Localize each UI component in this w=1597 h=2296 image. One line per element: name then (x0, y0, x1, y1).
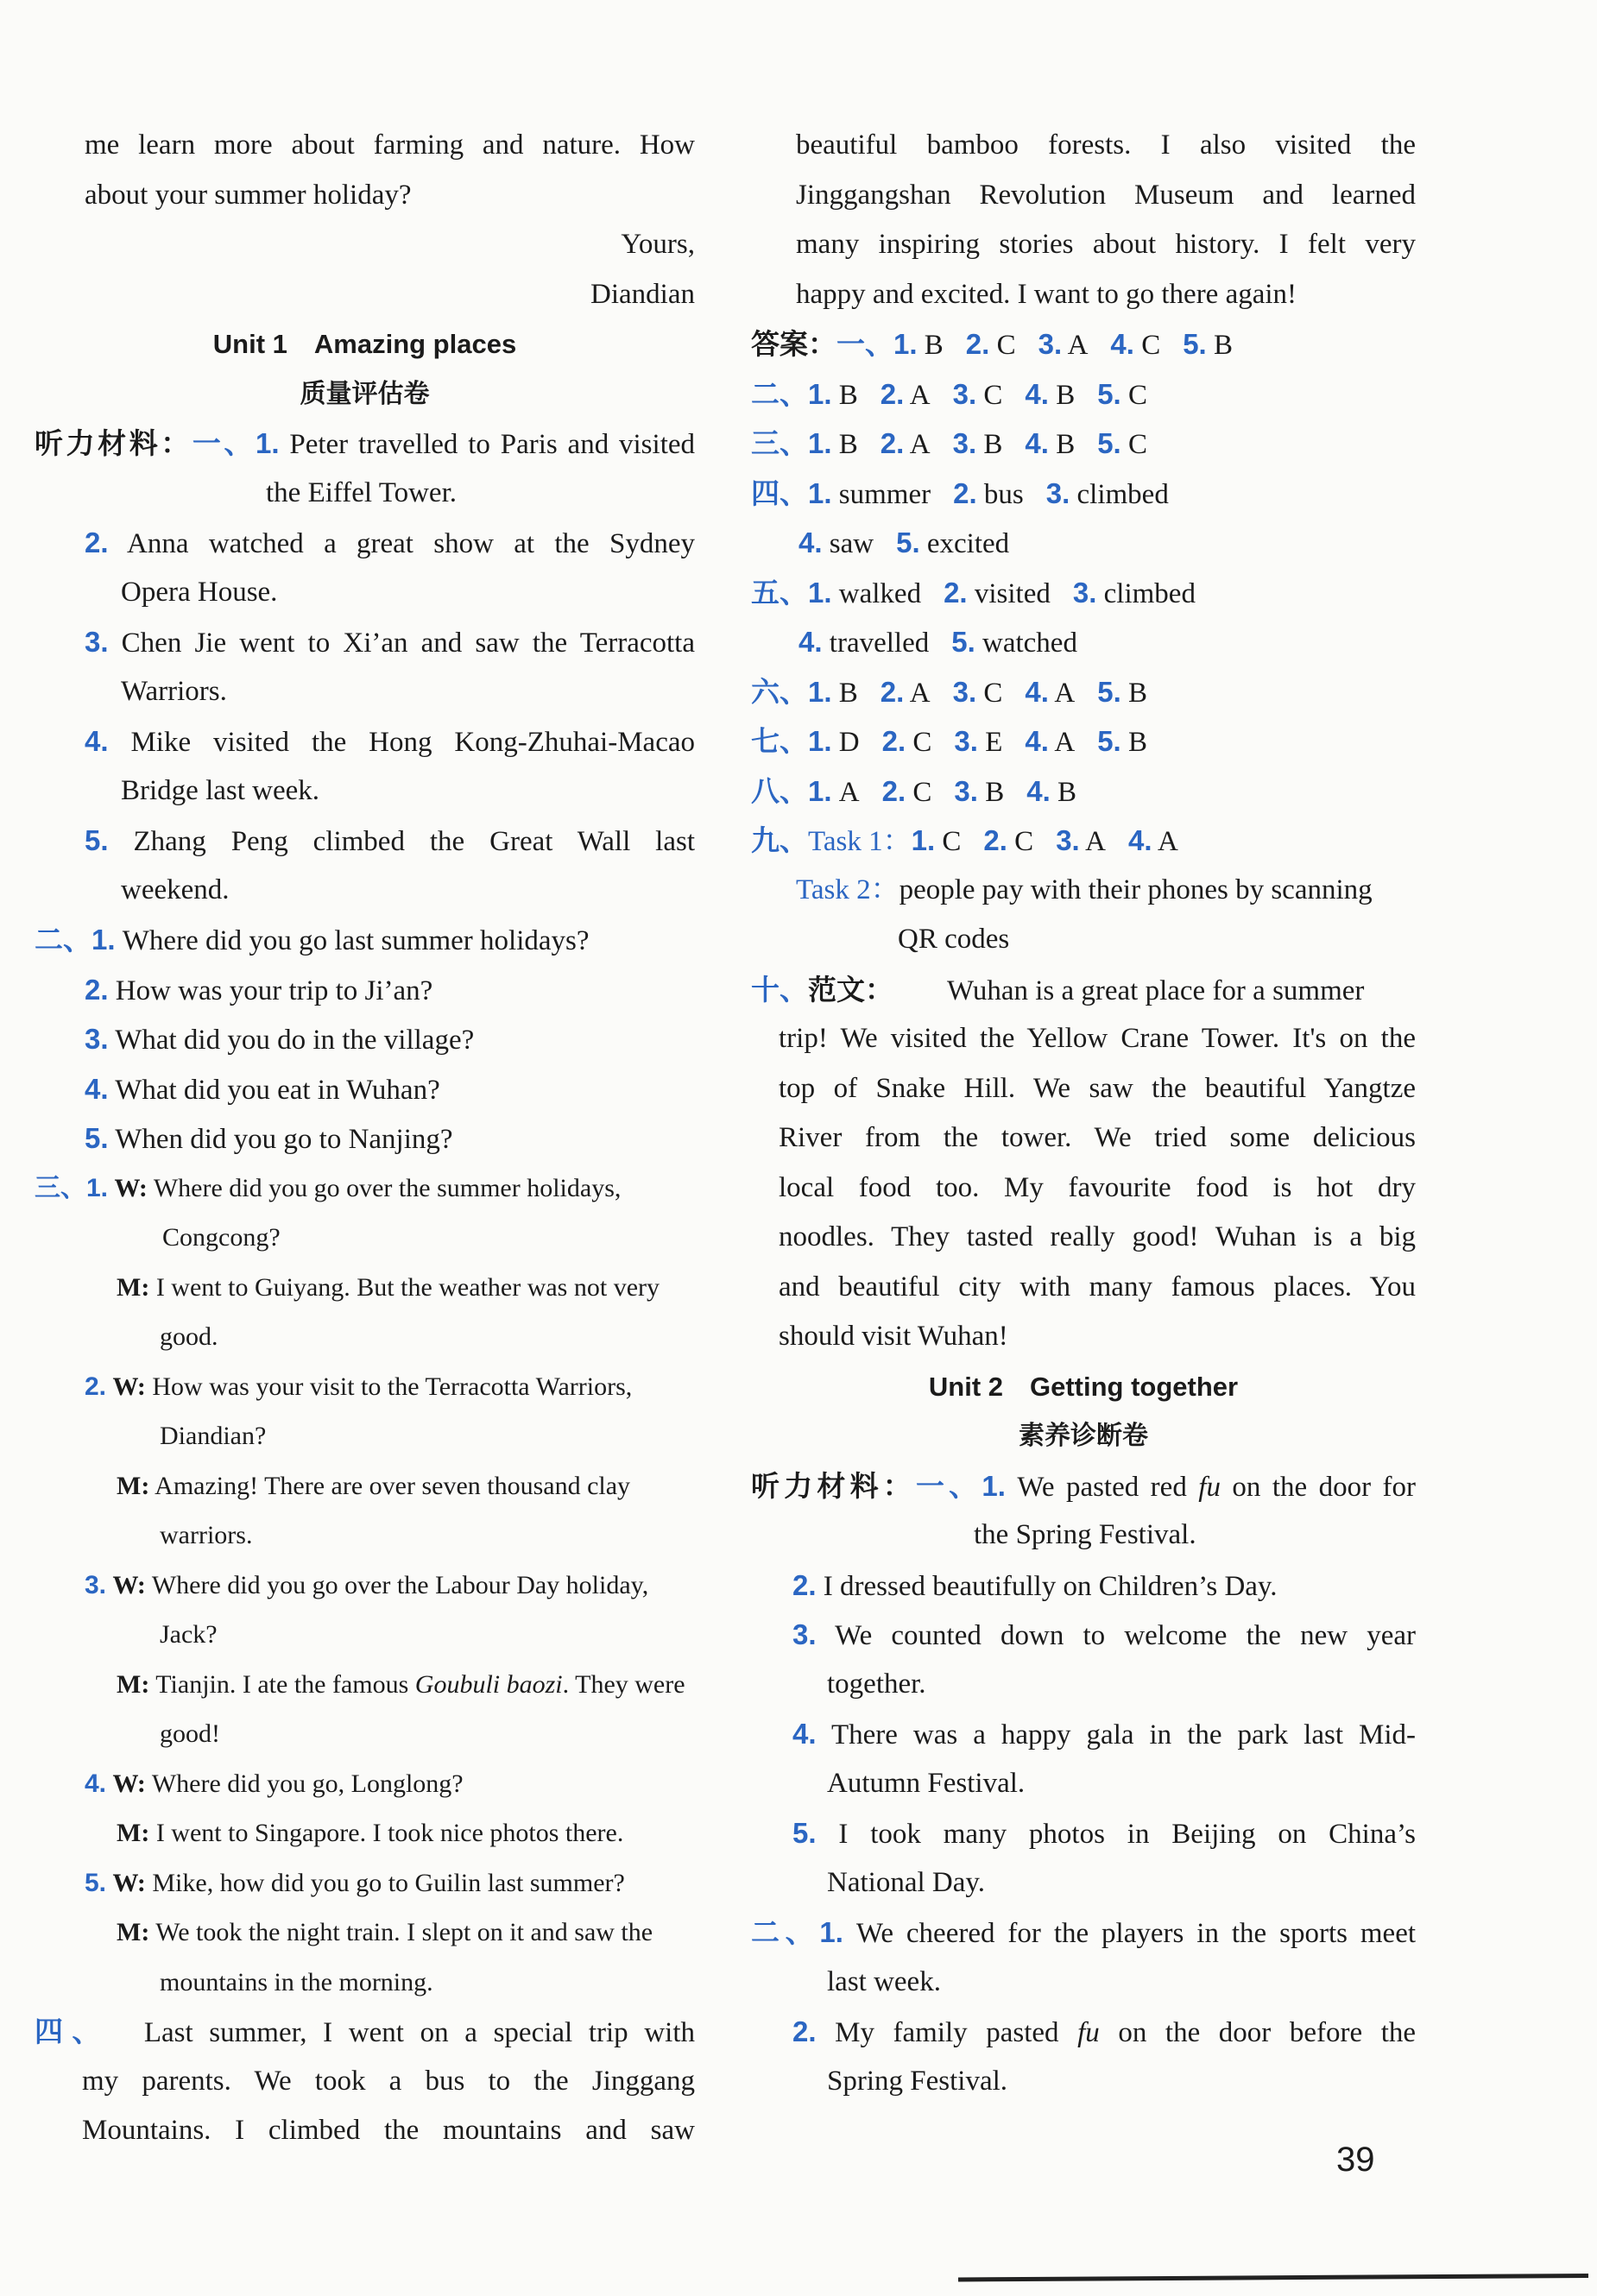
item-number: 3. (85, 1023, 109, 1055)
item-text: Warriors. (121, 675, 227, 707)
dialog-text: Diandian? (160, 1422, 267, 1450)
task2-label: Task 2： (796, 874, 899, 905)
item-number: 4. (1128, 824, 1152, 856)
listening-item (35, 617, 695, 667)
item-text: on the door for (1220, 1471, 1417, 1503)
answer-value: C (1141, 330, 1161, 361)
answer-value: A (1054, 677, 1076, 709)
letter-closing: Yours, (621, 229, 695, 260)
listening-item (35, 1014, 695, 1064)
listening-label: 听力材料： (35, 426, 193, 460)
listening-item (35, 1113, 695, 1164)
item-text: the Eiffel Tower. (266, 476, 457, 508)
letter-line: me learn more about farming and nature. How (85, 129, 695, 161)
item-number: 2. (881, 725, 906, 757)
item-number: 5. (1097, 377, 1121, 410)
answer-value: B (838, 429, 858, 460)
answer-value: A (909, 379, 931, 411)
item-number: 2. (85, 973, 109, 1006)
answer-row (751, 866, 1416, 916)
section-label: 三、 (751, 426, 808, 460)
answer-value: C (912, 776, 932, 808)
dialog-text: Where did you go over the summer holidays, (153, 1173, 622, 1202)
item-number: 5. (85, 1122, 109, 1154)
item-number: 4. (1025, 675, 1049, 708)
speaker-w: W: (112, 1372, 146, 1401)
essay-text: should visit Wuhan! (779, 1321, 1008, 1352)
listening-item (751, 1561, 1416, 1611)
item-number: 3. (1045, 476, 1070, 509)
item-text: My family pasted (835, 2017, 1078, 2048)
item-number: 5. (85, 1868, 107, 1897)
listening-item (35, 965, 695, 1015)
dialog-italic: Goubuli baozi (414, 1669, 563, 1699)
item-text: We pasted red (1017, 1471, 1199, 1503)
item-number: 1. (256, 427, 280, 459)
answer-value: A (1157, 826, 1178, 857)
item-number: 1. (808, 427, 832, 459)
item-number: 4. (1025, 427, 1049, 459)
listening-label: 听力材料： (751, 1468, 916, 1503)
item-number: 2. (880, 427, 905, 459)
dialog-text: I went to Singapore. I took nice photos there. (155, 1819, 624, 1847)
dialog-line (35, 1660, 695, 1710)
answer-value: summer (838, 478, 931, 510)
item-text: Spring Festival. (827, 2065, 1008, 2097)
item-italic: fu (1077, 2017, 1100, 2048)
section-label: 四、 (751, 476, 808, 510)
answer-value: bus (983, 478, 1024, 510)
item-number: 2. (953, 476, 977, 509)
speaker-w: W: (112, 1868, 146, 1897)
item-number: 4. (798, 626, 823, 658)
item-text: Mike visited the Hong Kong-Zhuhai-Macao (130, 727, 695, 758)
listening-item (35, 518, 695, 568)
answer-value: people pay with their phones by scanning (899, 874, 1373, 905)
answer-value: visited (974, 577, 1051, 609)
item-text: Where did you go last summer holidays? (122, 925, 590, 956)
answer-value: walked (838, 577, 922, 609)
item-number: 1. (911, 824, 936, 856)
essay-text: Wuhan is a great place for a summer (947, 975, 1365, 1006)
dialog-item (35, 1362, 695, 1412)
section-label: 七、 (751, 724, 808, 758)
dialog-text: Mike, how did you go to Guilin last summer? (152, 1868, 625, 1897)
speaker-w: W: (114, 1173, 148, 1202)
dialog-text: I went to Guiyang. But the weather was not very (155, 1272, 660, 1302)
answer-value: C (1127, 379, 1147, 411)
page-number: 39 (1336, 2141, 1375, 2179)
dialog-text: warriors. (160, 1521, 253, 1549)
item-number: 1. (92, 924, 116, 956)
dialog-line (35, 1263, 695, 1313)
answer-value: QR codes (898, 924, 1010, 955)
item-text: I took many photos in Beijing on China’s (838, 1819, 1417, 1850)
answer-row (751, 716, 1416, 766)
item-number: 3. (1056, 824, 1080, 856)
section-label: 二、 (751, 376, 808, 411)
item-number: 5. (896, 527, 920, 558)
listening-item (35, 915, 695, 965)
item-text: Peter travelled to Paris and visited (289, 429, 696, 460)
item-number: 5. (1183, 328, 1207, 360)
dialog-text: Amazing! There are over seven thousand clay (155, 1471, 631, 1500)
answer-value: A (1054, 727, 1076, 758)
item-number: 4. (798, 527, 823, 558)
answer-row (751, 816, 1416, 866)
item-number: 3. (85, 1570, 107, 1599)
answer-row (751, 568, 1416, 618)
item-number: 5. (792, 1817, 817, 1849)
listening-item (751, 1808, 1416, 1858)
item-number: 2. (880, 377, 905, 410)
item-number: 1. (86, 1173, 109, 1202)
item-number: 1. (819, 1916, 843, 1948)
item-text: How was your trip to Ji’an? (115, 975, 433, 1006)
answer-value: A (1067, 330, 1089, 361)
speaker-m: M: (117, 1471, 150, 1500)
answer-value: A (909, 677, 931, 709)
answer-row (751, 667, 1416, 717)
dialog-item (35, 1164, 695, 1214)
speaker-m: M: (117, 1819, 150, 1847)
item-number: 3. (85, 626, 109, 658)
item-number: 3. (952, 675, 977, 708)
passage-text: many inspiring stories about history. I felt very (796, 229, 1416, 260)
item-text: together. (827, 1668, 926, 1700)
item-number: 4. (85, 1769, 107, 1798)
answer-value: excited (926, 528, 1010, 559)
item-number: 4. (1025, 725, 1049, 757)
essay-text: River from the tower. We tried some delicious (779, 1122, 1416, 1153)
answer-value: watched (982, 628, 1077, 659)
answer-value: climbed (1103, 577, 1196, 609)
item-text: the Spring Festival. (974, 1519, 1196, 1550)
item-number: 1. (808, 725, 832, 757)
left-column (35, 121, 695, 2156)
dialog-text: mountains in the morning. (160, 1967, 433, 1996)
answer-value: C (942, 826, 962, 857)
letter-signature: Diandian (590, 278, 695, 310)
item-number: 2. (880, 675, 905, 708)
footer-rule (958, 2274, 1588, 2281)
item-number: 3. (1038, 328, 1063, 360)
answer-value: travelled (829, 628, 930, 659)
answer-value: A (909, 429, 931, 460)
item-text: When did you go to Nanjing? (115, 1124, 453, 1155)
dialog-text: good. (160, 1322, 218, 1351)
item-number: 3. (952, 377, 977, 410)
section-label: 四、 (35, 2015, 110, 2048)
dialog-item (35, 1858, 695, 1908)
dialog-text: How was your visit to the Terracotta Warriors, (152, 1372, 633, 1401)
item-text: There was a happy gala in the park last Mid- (830, 1719, 1417, 1750)
answer-row (751, 766, 1416, 817)
answer-value: C (912, 727, 932, 758)
unit1-title: Unit 1 Amazing places (212, 329, 517, 359)
passage-text: Jinggangshan Revolution Museum and learned (796, 179, 1416, 211)
item-number: 4. (1025, 377, 1049, 410)
essay-text: top of Snake Hill. We saw the beautiful Yangtze (779, 1072, 1416, 1104)
answer-row (751, 617, 1416, 667)
right-column (751, 121, 1416, 2106)
answer-value: C (983, 677, 1003, 709)
unit2-title: Unit 2 Getting together (928, 1371, 1239, 1402)
listening-item (751, 1610, 1416, 1660)
item-text: Zhang Peng climbed the Great Wall last (133, 826, 696, 857)
item-number: 5. (951, 626, 975, 658)
dialog-line (35, 1461, 695, 1511)
item-number: 2. (944, 576, 968, 609)
item-text: Bridge last week. (121, 774, 320, 806)
speaker-w: W: (112, 1769, 146, 1798)
item-number: 4. (85, 725, 109, 757)
item-text: Anna watched a great show at the Sydney (127, 528, 696, 559)
speaker-m: M: (117, 1272, 150, 1302)
dialog-text: . They were (562, 1669, 685, 1699)
item-text: Autumn Festival. (827, 1767, 1026, 1799)
item-text: We counted down to welcome the new year (835, 1620, 1416, 1651)
dialog-text: We took the night train. I slept on it and saw the (155, 1918, 653, 1946)
answer-value: B (1056, 379, 1076, 411)
item-text: What did you eat in Wuhan? (115, 1074, 440, 1106)
dialog-text: Where did you go over the Labour Day holiday, (151, 1570, 649, 1599)
answer-value: C (996, 330, 1016, 361)
item-number: 4. (792, 1718, 817, 1750)
dialog-text: Where did you go, Longlong? (151, 1769, 464, 1798)
dialog-text: Jack? (160, 1620, 218, 1649)
item-number: 4. (1026, 774, 1051, 807)
item-number: 1. (982, 1469, 1006, 1502)
item-number: 1. (808, 675, 832, 708)
letter-line: about your summer holiday? (85, 179, 412, 211)
dialog-text: good! (160, 1719, 220, 1748)
answer-value: C (983, 379, 1003, 411)
listening-item (35, 1064, 695, 1114)
answer-value: B (983, 429, 1003, 460)
dialog-line (35, 1908, 695, 1958)
answer-row (751, 369, 1416, 419)
section-label: 三、 (35, 1172, 86, 1203)
item-text: I dressed beautifully on Children’s Day. (823, 1570, 1278, 1602)
listening-item (751, 2007, 1416, 2057)
item-number: 1. (808, 377, 832, 410)
answer-value: saw (829, 528, 874, 559)
section-label: 十、 (751, 972, 808, 1006)
item-number: 2. (881, 774, 906, 807)
item-text: on the door before the (1099, 2017, 1417, 2048)
item-number: 3. (792, 1618, 817, 1650)
item-number: 2. (85, 1372, 107, 1401)
answer-row (751, 518, 1416, 568)
section-label: 一、 (915, 1468, 982, 1503)
passage-text: beautiful bamboo forests. I also visited the (796, 129, 1416, 161)
speaker-m: M: (117, 1918, 150, 1946)
listening-item (35, 816, 695, 866)
answer-value: C (1014, 826, 1034, 857)
item-number: 2. (792, 2015, 817, 2047)
dialog-item (35, 1759, 695, 1809)
answer-value: B (985, 776, 1005, 808)
answer-value: A (838, 776, 860, 808)
item-number: 1. (808, 774, 832, 807)
answer-value: E (985, 727, 1003, 758)
dialog-text: Congcong? (162, 1223, 281, 1252)
item-number: 2. (965, 328, 990, 360)
task1-label: Task 1： (808, 826, 912, 857)
answer-value: A (1085, 826, 1106, 857)
listening-item (35, 419, 695, 469)
listening-item (751, 1461, 1416, 1511)
item-italic: fu (1198, 1471, 1221, 1503)
answer-value: B (1057, 776, 1077, 808)
dialog-text: Tianjin. I ate the famous (155, 1669, 415, 1699)
item-number: 1. (808, 476, 832, 509)
listening-item (751, 1908, 1416, 1958)
item-number: 3. (1072, 576, 1097, 609)
section-label: 一、 (192, 426, 256, 460)
answer-value: B (1213, 330, 1233, 361)
answer-row (751, 419, 1416, 469)
speaker-w: W: (112, 1570, 146, 1599)
item-text: last week. (827, 1965, 941, 1997)
essay-text: and beautiful city with many famous places. You (779, 1271, 1416, 1303)
section-label: 九、 (751, 823, 808, 857)
answer-value: B (1127, 727, 1147, 758)
answer-value: C (1127, 429, 1147, 460)
model-essay-label: 范文： (808, 972, 893, 1006)
section-label: 二、 (751, 1915, 820, 1949)
essay-line (751, 965, 1416, 1015)
unit1-subtitle: 质量评估卷 (300, 378, 430, 409)
item-number: 3. (954, 774, 978, 807)
section-label: 一、 (836, 327, 893, 361)
passage-text: my parents. We took a bus to the Jinggang (82, 2065, 695, 2097)
item-number: 2. (85, 527, 109, 558)
item-number: 2. (983, 824, 1007, 856)
section-label: 五、 (751, 575, 808, 609)
answer-row (751, 319, 1416, 369)
answer-row (751, 469, 1416, 519)
essay-text: noodles. They tasted really good! Wuhan is a big (779, 1221, 1416, 1252)
essay-text: trip! We visited the Yellow Crane Tower. It's on the (779, 1023, 1416, 1054)
passage-line (35, 2007, 695, 2057)
passage-text: Last summer, I went on a special trip with (143, 2017, 695, 2048)
item-number: 3. (952, 427, 977, 459)
item-text: Opera House. (121, 576, 278, 608)
item-number: 2. (792, 1568, 817, 1601)
item-text: weekend. (121, 874, 230, 905)
item-number: 5. (1097, 427, 1121, 459)
item-number: 4. (85, 1072, 109, 1105)
answer-value: B (838, 379, 858, 411)
answer-value: B (1128, 677, 1148, 709)
answer-value: B (1056, 429, 1076, 460)
passage-text: happy and excited. I want to go there again! (796, 278, 1297, 310)
item-text: What did you do in the village? (115, 1025, 475, 1056)
item-number: 3. (954, 725, 978, 757)
section-label: 八、 (751, 773, 808, 808)
dialog-line (35, 1808, 695, 1858)
item-number: 1. (808, 576, 832, 609)
answers-label: 答案： (751, 327, 836, 361)
item-number: 1. (893, 328, 918, 360)
item-text: We cheered for the players in the sports meet (855, 1918, 1417, 1949)
answer-value: D (838, 727, 860, 758)
speaker-m: M: (117, 1669, 150, 1699)
answer-value: B (924, 330, 944, 361)
answer-value: climbed (1076, 478, 1169, 510)
section-label: 二、 (35, 923, 92, 956)
listening-item (35, 716, 695, 766)
item-number: 4. (1110, 328, 1134, 360)
item-number: 5. (1097, 725, 1121, 757)
essay-text: local food too. My favourite food is hot dry (779, 1171, 1416, 1203)
item-text: National Day. (827, 1866, 985, 1898)
item-text: Chen Jie went to Xi’an and saw the Terracotta (121, 628, 695, 659)
item-number: 5. (85, 824, 109, 856)
listening-item (751, 1709, 1416, 1759)
dialog-item (35, 1561, 695, 1611)
passage-text: Mountains. I climbed the mountains and saw (82, 2115, 695, 2146)
answer-value: B (838, 677, 858, 709)
unit2-subtitle: 素养诊断卷 (1019, 1421, 1148, 1451)
section-label: 六、 (751, 674, 808, 709)
item-number: 5. (1097, 675, 1121, 708)
